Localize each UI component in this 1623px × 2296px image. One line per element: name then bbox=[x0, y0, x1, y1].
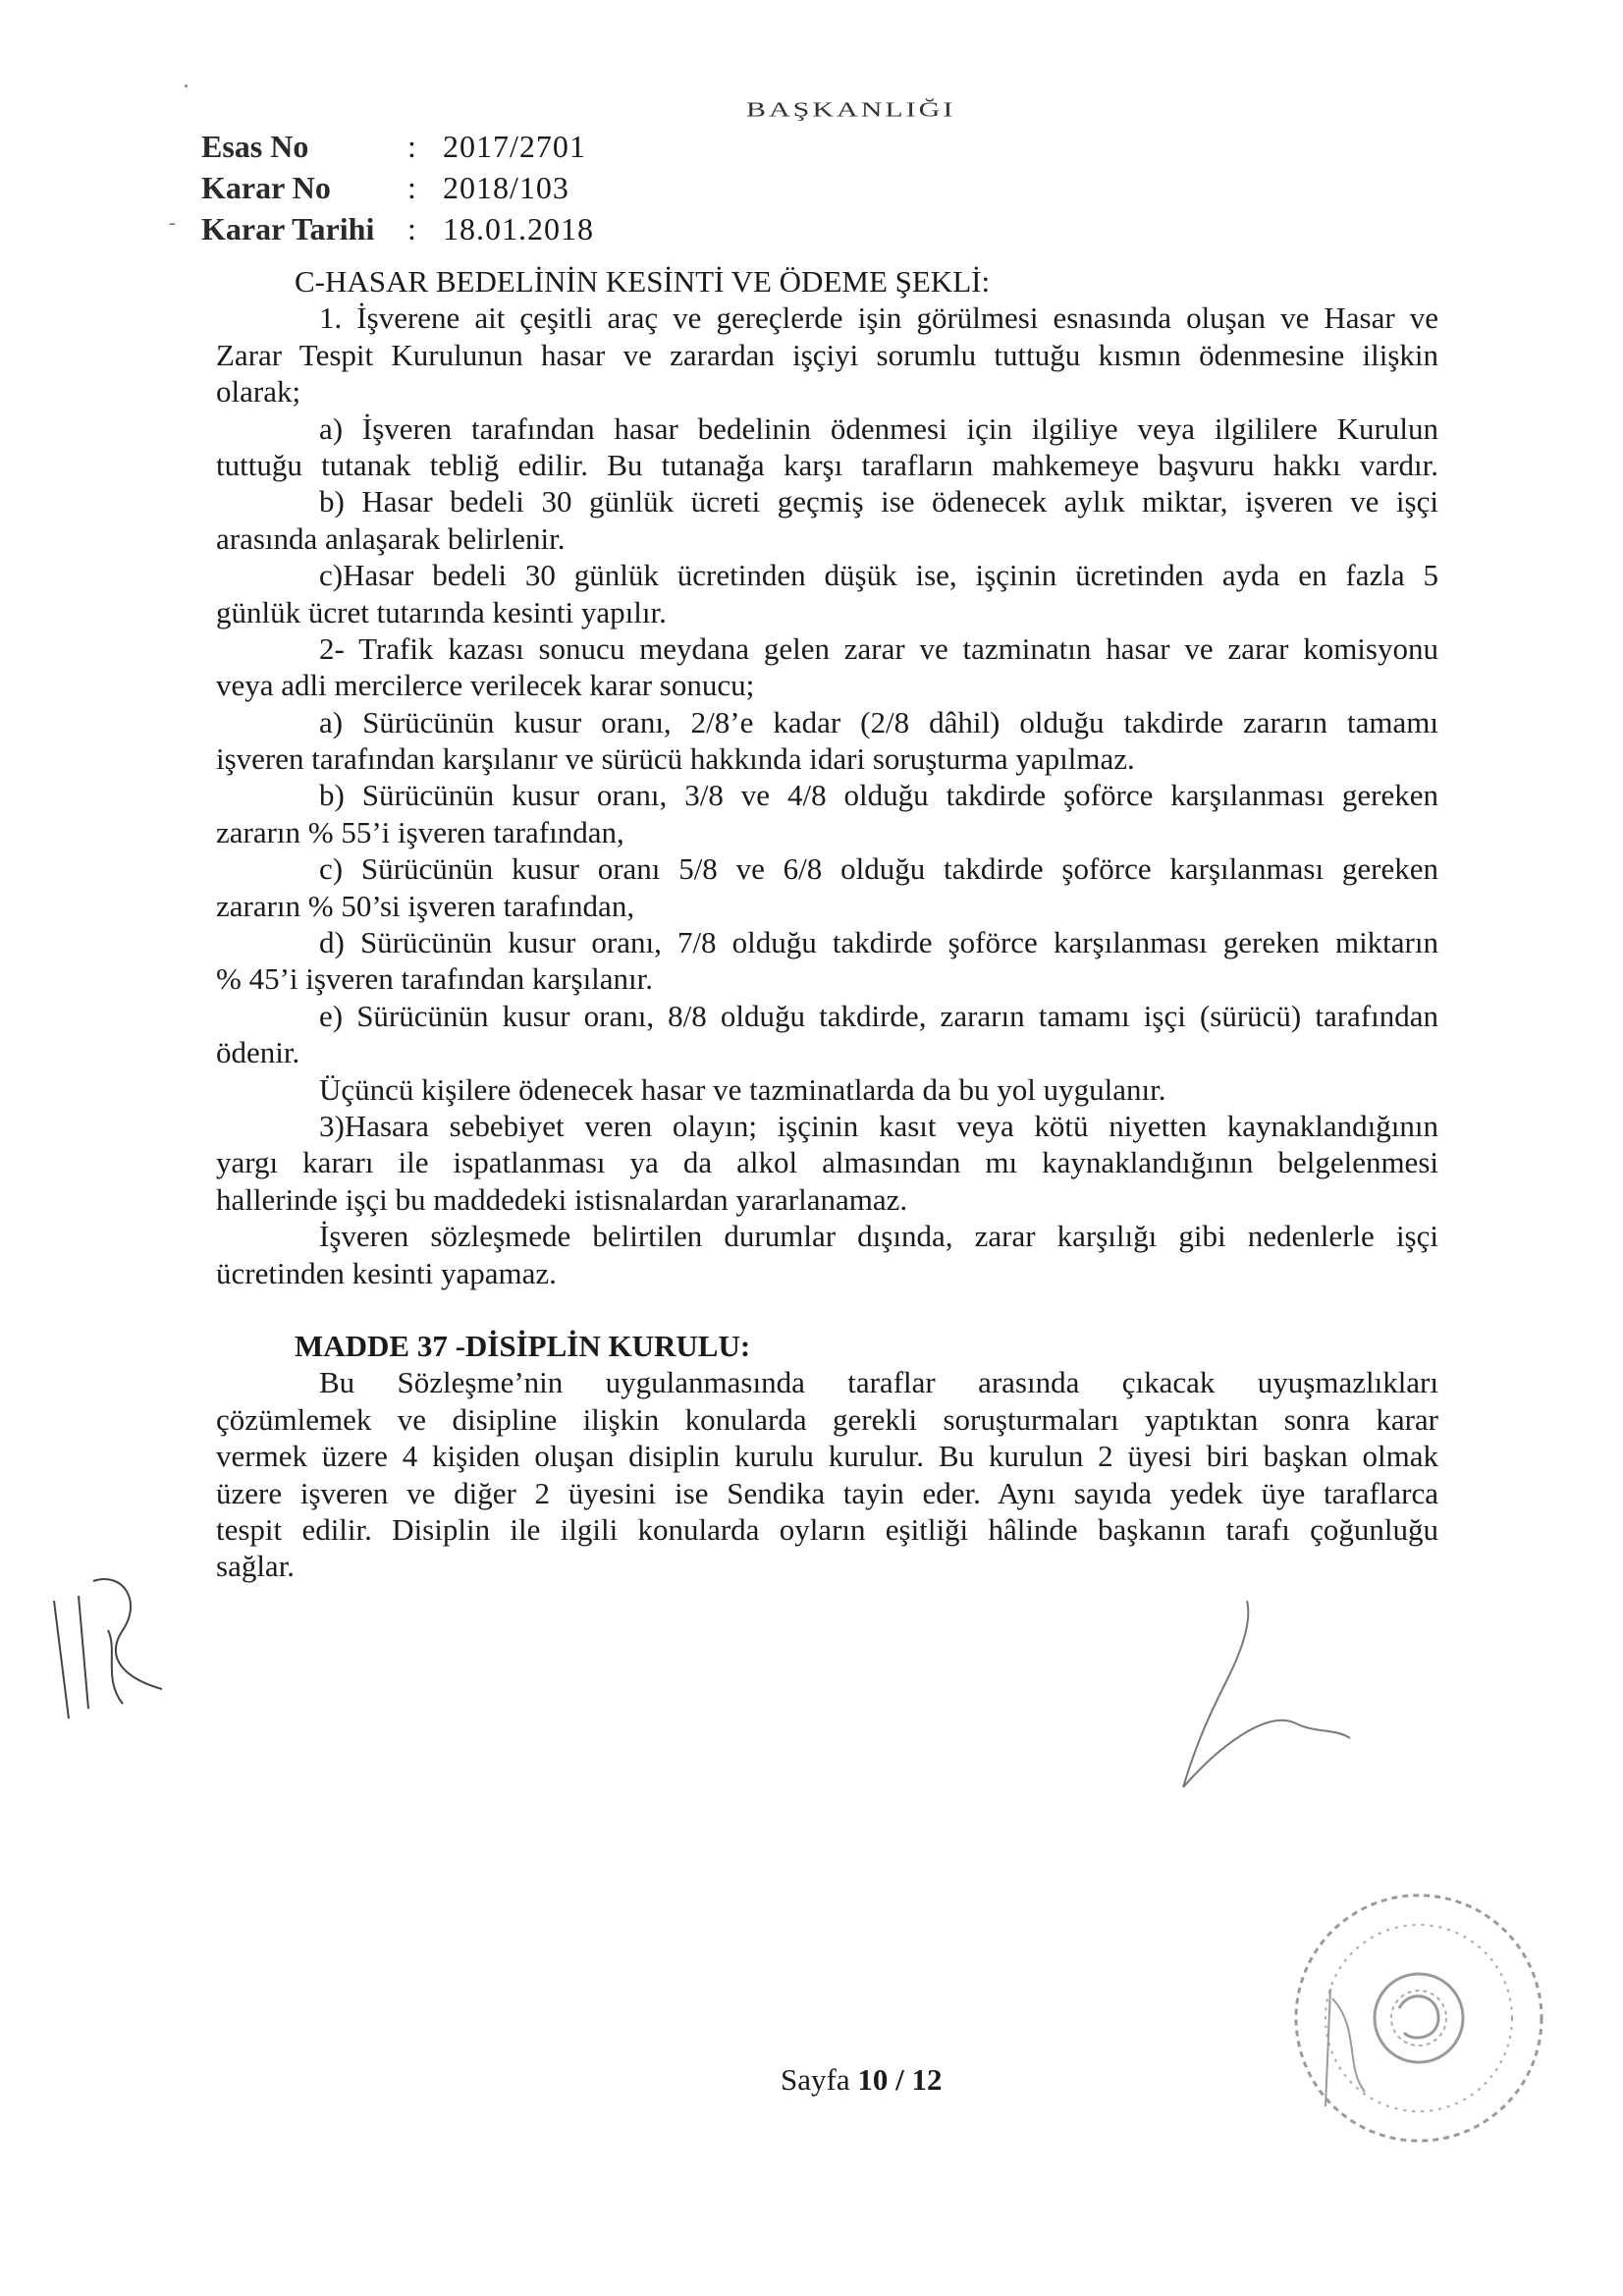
text-line: c)Hasar bedeli 30 günlük ücretinden düşük ise, işçinin ücretinden ayda en fazla 5 bbox=[319, 558, 1438, 593]
scan-speck bbox=[185, 84, 188, 87]
text-line: 1. İşverene ait çeşitli araç ve gereçlerde işin görülmesi esnasında oluşan ve Hasar ve bbox=[319, 301, 1438, 336]
text-line: c) Sürücünün kusur oranı 5/8 ve 6/8 olduğu takdirde şoförce karşılanması gereken bbox=[319, 851, 1438, 887]
text-line: a) Sürücünün kusur oranı, 2/8’e kadar (2/8 dâhil) olduğu takdirde zararın tamamı bbox=[319, 704, 1438, 739]
text-line: zararın % 55’i işveren tarafından, bbox=[216, 814, 624, 849]
signature-right bbox=[1159, 1591, 1355, 1827]
text-line: vermek üzere 4 kişiden oluşan disiplin kurulu kurulur. Bu kurulun 2 üyesi biri başkan olmak bbox=[216, 1439, 1438, 1474]
spacer bbox=[216, 1291, 1438, 1328]
text-line: Üçüncü kişilere ödenecek hasar ve tazminatlarda da bu yol uygulanır. bbox=[319, 1071, 1166, 1107]
meta-label: Esas No bbox=[201, 129, 309, 164]
page-separator: / bbox=[895, 2062, 904, 2097]
margin-mark: - bbox=[169, 212, 176, 234]
text-line: zararın % 50’si işveren tarafından, bbox=[216, 888, 635, 923]
text-line: 3)Hasara sebebiyet veren olayın; işçinin kasıt veya kötü niyetten kaynaklandığının bbox=[319, 1108, 1438, 1143]
article-heading: MADDE 37 -DİSİPLİN KURULU: bbox=[295, 1328, 751, 1363]
text-line: üzere işveren ve diğer 2 üyesini ise Sendika tayin eder. Aynı sayıda yedek üye taraflarca bbox=[216, 1475, 1438, 1510]
signature-left bbox=[34, 1571, 172, 1728]
case-info bbox=[201, 126, 594, 249]
text-line: işveren tarafından karşılanır ve sürücü hakkında idari soruşturma yapılmaz. bbox=[216, 741, 1135, 777]
text-line: % 45’i işveren tarafından karşılanır. bbox=[216, 961, 654, 997]
text-line: veya adli mercilerce verilecek karar sonucu; bbox=[216, 668, 755, 703]
text-line: d) Sürücünün kusur oranı, 7/8 olduğu takdirde şoförce karşılanması gereken miktarın bbox=[319, 925, 1438, 960]
page-total: 12 bbox=[911, 2062, 943, 2097]
text-line: Zarar Tespit Kurulunun hasar ve zarardan işçiyi sorumlu tuttuğu kısmın ödenmesine ilişkin bbox=[216, 337, 1438, 372]
meta-separator: : bbox=[407, 129, 416, 164]
text-line: hallerinde işçi bu maddedeki istisnalardan yararlanamaz. bbox=[216, 1181, 908, 1217]
text-line: yargı kararı ile ispatlanması ya da alkol almasından mı kaynaklandığının belgelenmesi bbox=[216, 1145, 1438, 1180]
text-line: tespit edilir. Disiplin ile ilgili konularda oyların eşitliği hâlinde başkanın tarafı çoğunluğu bbox=[216, 1511, 1438, 1547]
text-line: olarak; bbox=[216, 374, 301, 410]
text-line: b) Sürücünün kusur oranı, 3/8 ve 4/8 olduğu takdirde şoförce karşılanması gereken bbox=[319, 778, 1438, 813]
karar-tarihi-row bbox=[201, 208, 594, 249]
meta-value: 2017/2701 bbox=[443, 129, 586, 164]
page-current: 10 bbox=[857, 2062, 889, 2097]
meta-separator: : bbox=[407, 170, 416, 205]
text-line: b) Hasar bedeli 30 günlük ücreti geçmiş ise ödenecek aylık miktar, işveren ve işçi bbox=[319, 484, 1438, 519]
section-heading: C-HASAR BEDELİNİN KESİNTİ VE ÖDEME ŞEKLİ: bbox=[295, 264, 991, 299]
header-title-cropped: BAŞKANLIĞI bbox=[746, 98, 956, 122]
meta-separator: : bbox=[407, 211, 416, 246]
text-line: arasında anlaşarak belirlenir. bbox=[216, 520, 566, 556]
official-stamp bbox=[1271, 1871, 1566, 2165]
text-line: günlük ücret tutarında kesinti yapılır. bbox=[216, 594, 667, 629]
text-line: 2- Trafik kazası sonucu meydana gelen zarar ve tazminatın hasar ve zarar komisyonu bbox=[319, 630, 1438, 666]
text-line: sağlar. bbox=[216, 1549, 296, 1584]
document-body bbox=[216, 263, 1438, 1585]
meta-value: 2018/103 bbox=[443, 170, 569, 205]
text-line: a) İşveren tarafından hasar bedelinin ödenmesi için ilgiliye veya ilgililere Kurulun bbox=[319, 410, 1438, 446]
meta-value: 18.01.2018 bbox=[443, 211, 594, 246]
text-line: e) Sürücünün kusur oranı, 8/8 olduğu takdirde, zararın tamamı işçi (sürücü) tarafından bbox=[319, 998, 1438, 1033]
text-line: çözümlemek ve disipline ilişkin konularda gerekli soruşturmaları yaptıktan sonra karar bbox=[216, 1401, 1438, 1437]
page-label: Sayfa bbox=[781, 2062, 850, 2097]
karar-no-row bbox=[201, 167, 594, 208]
text-line: İşveren sözleşmede belirtilen durumlar dışında, zarar karşılığı gibi nedenlerle işçi bbox=[319, 1219, 1438, 1254]
text-line: ödenir. bbox=[216, 1035, 300, 1070]
esas-no-row bbox=[201, 126, 594, 167]
text-line: ücretinden kesinti yapamaz. bbox=[216, 1255, 557, 1290]
text-line: Bu Sözleşme’nin uygulanmasında taraflar arasında çıkacak uyuşmazlıkları bbox=[319, 1365, 1438, 1400]
meta-label: Karar No bbox=[201, 170, 331, 205]
meta-label: Karar Tarihi bbox=[201, 211, 375, 246]
text-line: tuttuğu tutanak tebliğ edilir. Bu tutanağa karşı tarafların mahkemeye başvuru hakkı vardır. bbox=[216, 447, 1438, 482]
page-number bbox=[781, 2062, 942, 2098]
